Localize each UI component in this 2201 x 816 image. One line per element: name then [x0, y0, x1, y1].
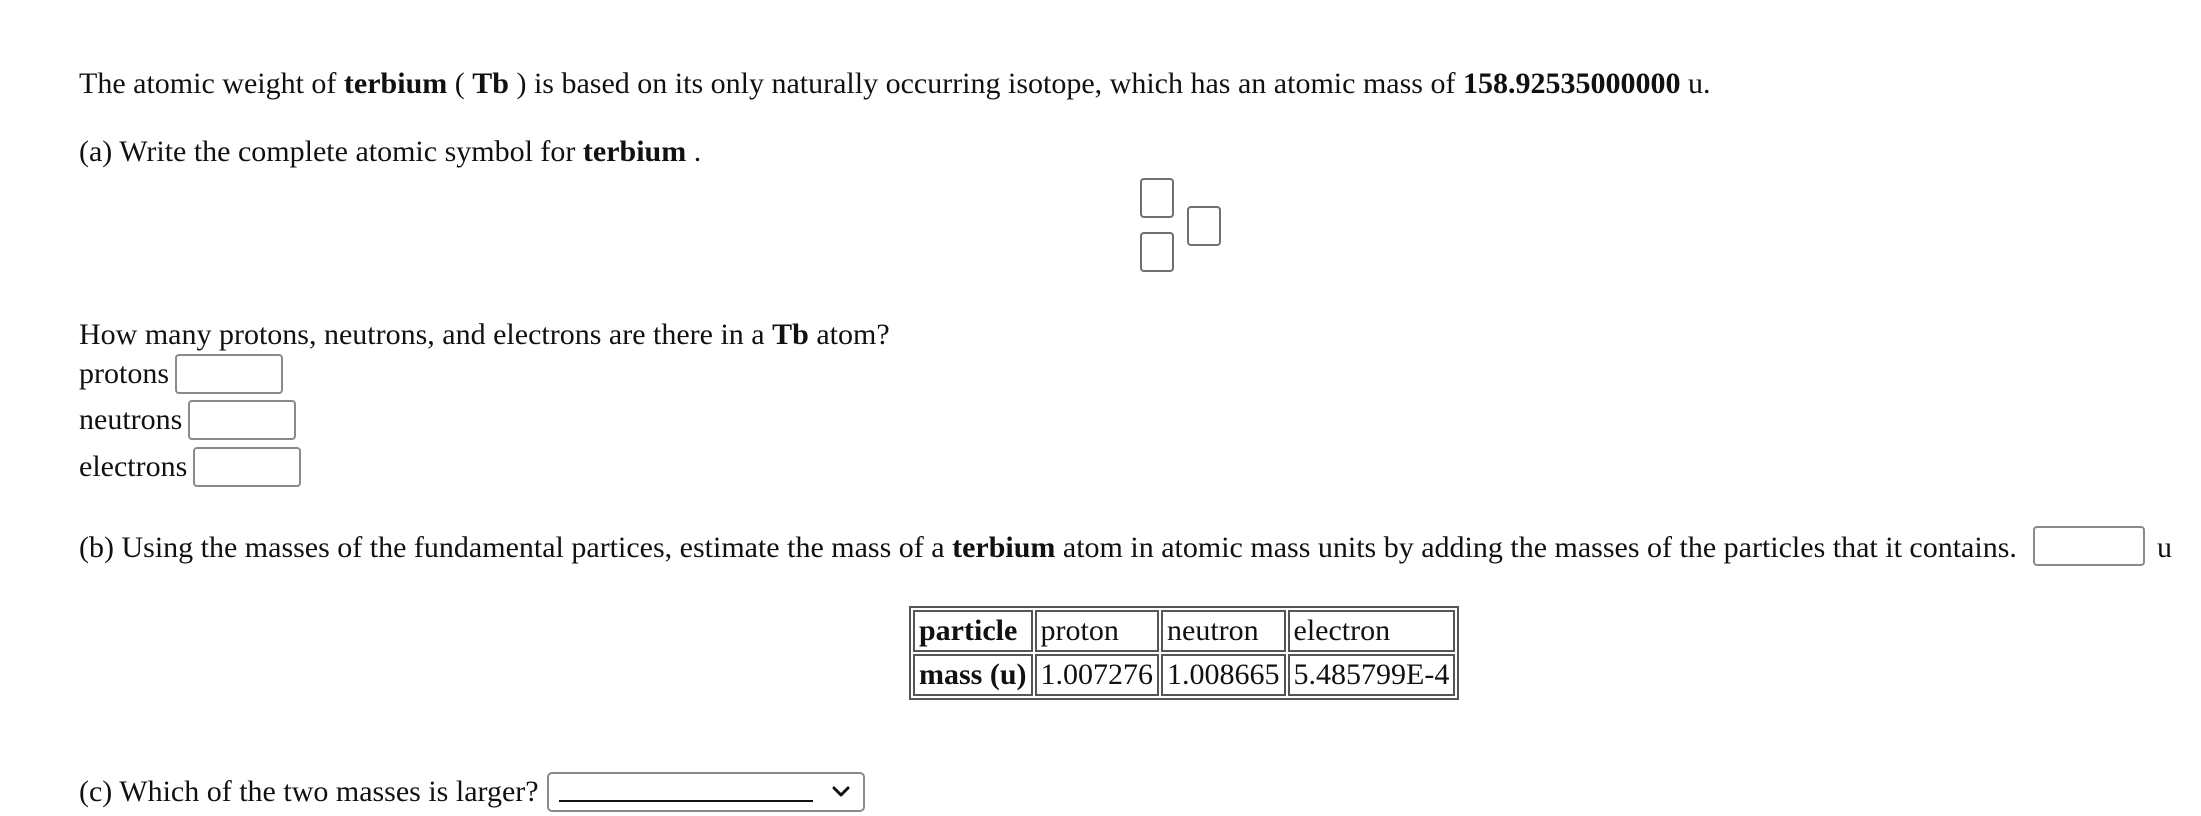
- counts-question-suffix: atom?: [816, 318, 890, 351]
- select-blank-line: [559, 800, 813, 802]
- table-cell-electron-mass: 5.485799E-4: [1288, 654, 1456, 696]
- part-a-suffix: .: [693, 135, 702, 168]
- table-row: [913, 610, 1455, 652]
- atomic-number-input[interactable]: [1140, 232, 1174, 272]
- intro-middle: is based on its only naturally occurring isotope, which has an atomic mass of: [533, 67, 1456, 100]
- neutrons-label: neutrons: [79, 403, 183, 437]
- part-b-element: terbium: [952, 531, 1056, 564]
- intro-prefix: The atomic weight of: [79, 67, 337, 100]
- table-cell-proton: proton: [1035, 610, 1160, 652]
- table-header-particle: particle: [913, 610, 1033, 652]
- intro-close-paren: ): [516, 67, 527, 100]
- intro-open-paren: (: [454, 67, 465, 100]
- neutrons-input[interactable]: [188, 400, 296, 440]
- part-b-question: [79, 530, 2017, 566]
- intro-symbol: Tb: [472, 67, 509, 100]
- estimated-mass-input[interactable]: [2033, 526, 2145, 566]
- intro-mass: 158.92535000000: [1462, 67, 1681, 100]
- counts-symbol: Tb: [772, 318, 809, 351]
- table-cell-electron: electron: [1288, 610, 1456, 652]
- protons-row: [79, 354, 283, 394]
- protons-label: protons: [79, 357, 169, 391]
- electrons-row: [79, 447, 301, 487]
- part-b-prefix: (b) Using the masses of the fundamental partices, estimate the mass of a: [79, 531, 945, 564]
- chevron-down-icon: [829, 779, 853, 803]
- table-row: [913, 654, 1455, 696]
- electrons-input[interactable]: [193, 447, 301, 487]
- intro-element: terbium: [343, 67, 448, 100]
- element-symbol-input[interactable]: [1187, 206, 1221, 246]
- counts-question: [79, 317, 890, 353]
- intro-suffix: u.: [1687, 67, 1711, 100]
- particle-mass-table: [909, 606, 1459, 700]
- mass-number-input[interactable]: [1140, 178, 1174, 218]
- counts-question-prefix: How many protons, neutrons, and electrons are there in a: [79, 318, 765, 351]
- estimated-mass-unit: u: [2157, 531, 2172, 564]
- protons-input[interactable]: [175, 354, 283, 394]
- part-c-label: (c) Which of the two masses is larger?: [79, 775, 539, 809]
- intro-text: [79, 66, 1710, 102]
- table-cell-neutron-mass: 1.008665: [1161, 654, 1286, 696]
- neutrons-row: [79, 400, 296, 440]
- table-cell-proton-mass: 1.007276: [1035, 654, 1160, 696]
- part-a-question: [79, 134, 701, 170]
- larger-mass-select[interactable]: [547, 772, 865, 812]
- electrons-label: electrons: [79, 450, 188, 484]
- table-header-mass: mass (u): [913, 654, 1033, 696]
- part-a-element: terbium: [582, 135, 687, 168]
- part-c-question: [79, 772, 865, 812]
- part-b-suffix: atom in atomic mass units by adding the masses of the particles that it contains.: [1062, 531, 2017, 564]
- part-a-prefix: (a) Write the complete atomic symbol for: [79, 135, 576, 168]
- table-cell-neutron: neutron: [1161, 610, 1286, 652]
